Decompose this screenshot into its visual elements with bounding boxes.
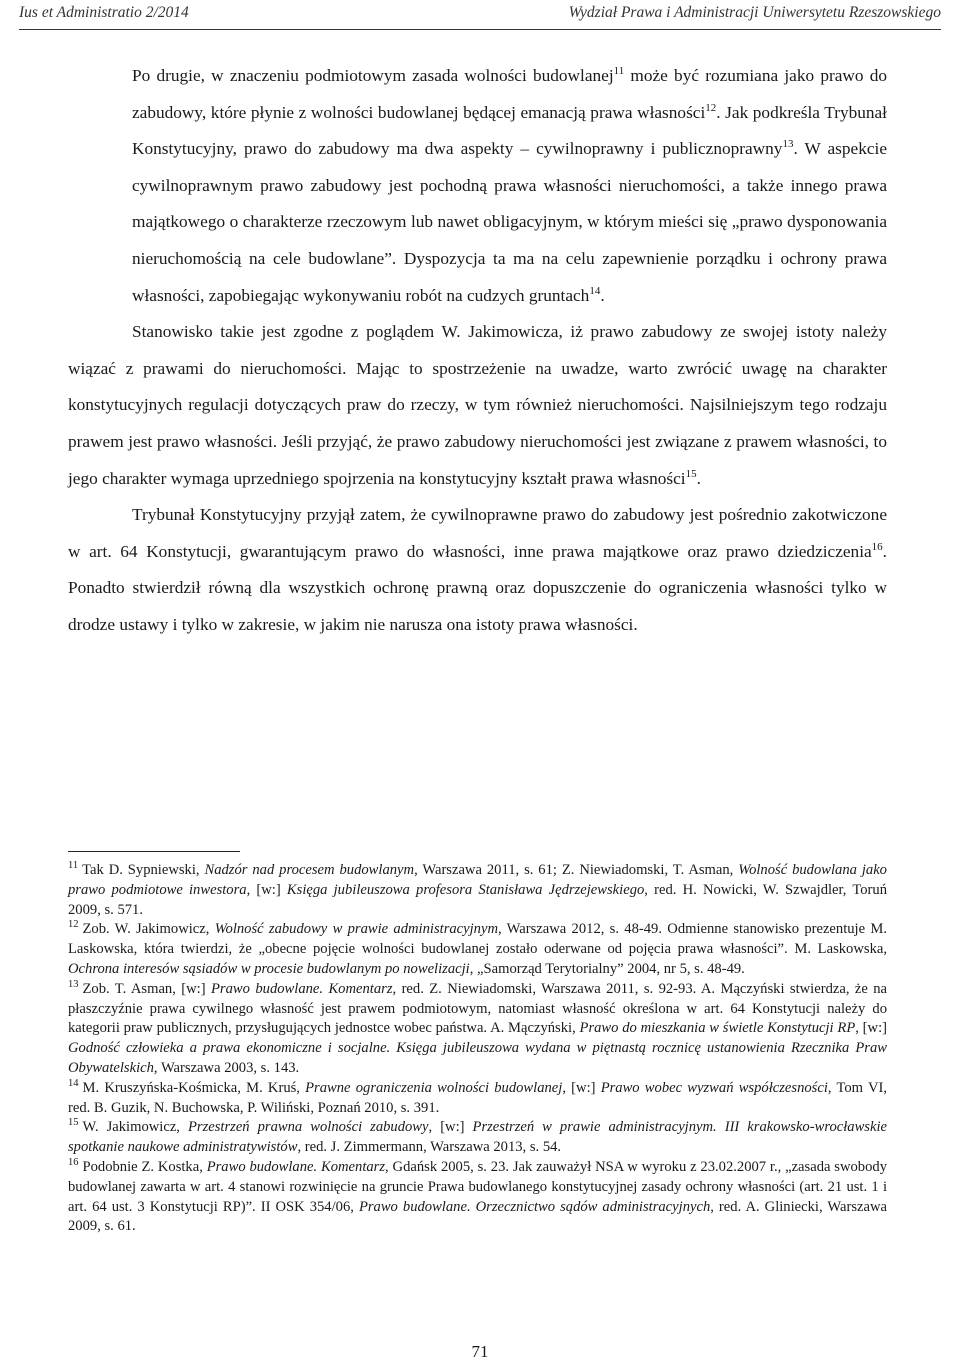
italic-text: Przestrzeń prawna wolności zabudowy (187, 1119, 429, 1136)
footnote-ref: 14 (589, 284, 601, 297)
footnote (68, 1079, 887, 1119)
paragraph (68, 314, 887, 497)
text-run: , Warszawa 2003, s. 143. (153, 1059, 300, 1076)
footnote-number: 13 (68, 978, 79, 990)
main-text (68, 58, 887, 644)
footnote-number: 11 (68, 860, 79, 871)
footnote-ref: 13 (782, 138, 794, 151)
text-run: , Warszawa 2012, s. 48-49. Odmienne stanowisko prezentuje M. Laskowska, która twierdzi, że „obecne pojęcie wolności budowlanej zostało oderwane od pojęcia prawa własności”. M. Laskowska, (68, 921, 887, 958)
text-run: Podobnie Z. Kostka, (82, 1158, 207, 1175)
footnote-separator (68, 851, 240, 852)
paragraph (68, 58, 887, 314)
text-run: , Tom VI, red. B. Guzik, N. Buchowska, P. Wiliński, Poznań 2010, s. 391. (68, 1079, 887, 1116)
footnote (68, 1118, 887, 1158)
italic-text: Prawo budowlane. Orzecznictwo sądów administracyjnych (358, 1198, 711, 1215)
footnote-number: 15 (68, 1117, 79, 1129)
italic-text: Nadzór nad procesem budowlanym (204, 862, 415, 878)
header-rule (19, 29, 941, 30)
paragraph (68, 497, 887, 643)
italic-text: Wolność zabudowy w prawie administracyjnym (214, 921, 498, 938)
footnote-ref: 11 (613, 65, 625, 77)
italic-text: Wolność budowlana jako prawo podmiotowe inwestora (68, 862, 887, 898)
footnote-number: 12 (68, 919, 79, 931)
italic-text: Prawne ograniczenia wolności budowlanej (305, 1079, 563, 1096)
italic-text: Ochrona interesów sąsiadów w procesie budowlanym po nowelizacji (68, 960, 470, 977)
text-run: . (696, 468, 701, 488)
text-run: , red. H. Nowicki, W. Szwajdler, Toruń 2009, s. 571. (68, 881, 888, 918)
text-run: , [w:] (428, 1119, 473, 1136)
text-run: może być rozumiana jako prawo do zabudowy, które płynie z wolności budowlanej będącej emanacją prawa własności (132, 66, 887, 122)
text-run: , red. A. Gliniecki, Warszawa 2009, s. 61. (68, 1198, 887, 1235)
text-run: , „Samorząd Terytorialny” 2004, nr 5, s. 48-49. (469, 960, 745, 977)
footnote-ref: 12 (705, 101, 717, 114)
text-run: . Ponadto stwierdził równą dla wszystkich ochronę prawną oraz dopuszczenie do ograniczenia własności tylko w drodze ustawy i tylko w zakresie, w jakim nie narusza ona istoty prawa własności. (68, 541, 887, 634)
footnote-ref: 16 (871, 540, 883, 553)
footnote (68, 980, 887, 1079)
text-run: M. Kruszyńska-Kośmicka, M. Kruś, (82, 1079, 306, 1096)
italic-text: Przestrzeń w prawie administracyjnym. III krakowsko-wrocławskie spotkanie naukowe administratywistów (68, 1119, 888, 1156)
text-run: , red. J. Zimmermann, Warszawa 2013, s. 54. (297, 1139, 562, 1156)
italic-text: Prawo budowlane. Komentarz (206, 1158, 386, 1175)
text-run: , [w:] (246, 881, 287, 898)
text-run: . Jak podkreśla Trybunał Konstytucyjny, prawo do zabudowy ma dwa aspekty – cywilnoprawny i publicznoprawny (132, 102, 887, 159)
text-run: W. Jakimowicz, (82, 1119, 188, 1136)
text-run: Stanowisko takie jest zgodne z poglądem W. Jakimowicza, iż prawo zabudowy ze swojej istoty należy wiązać z prawami do nieruchomości. Mając to spostrzeżenie na uwadze, warto zwrócić uwagę na charakter konstytucyjnych regulacji dotyczących praw do rzeczy, w tym również nieruchomości. Najsilniejszym tego rodzaju prawem jest prawo własności. Jeśli przyjąć, że prawo zabudowy nieruchomości jest związane z prawem własności, to jego charakter wymaga uprzedniego spojrzenia na konstytucyjny kształt prawa własności (68, 322, 887, 488)
italic-text: Prawo wobec wyzwań współczesności (600, 1079, 828, 1096)
footnote (68, 1158, 887, 1237)
text-run: , [w:] (855, 1020, 887, 1037)
italic-text: Księga jubileuszowa profesora Stanisława Jędrzejewskiego (286, 881, 645, 898)
footnote (68, 920, 887, 979)
text-run: Zob. T. Asman, [w:] (82, 980, 212, 997)
footnote (68, 861, 887, 920)
text-run: , red. Z. Niewiadomski, Warszawa 2011, s. 92-93. A. Mączyński stwierdza, że na płaszczyźnie prawa cywilnego własność jest prawem podmiotowym, natomiast własność określona w art. 64 Konstytucji należy do kategorii praw publicznych, przysługujących jednostce wobec państwa. A. Mączyński, (68, 980, 888, 1037)
text-run: Po drugie, w znaczeniu podmiotowym zasada wolności budowlanej (132, 66, 614, 85)
footnote-number: 16 (68, 1156, 79, 1168)
text-run: Tak D. Sypniewski, (82, 862, 205, 878)
text-run: , Warszawa 2011, s. 61; Z. Niewiadomski, T. Asman, (414, 862, 739, 878)
page-number: 71 (471, 1342, 489, 1361)
text-run: . (600, 285, 605, 305)
italic-text: Prawo do mieszkania w świetle Konstytucji RP (579, 1020, 856, 1037)
footnote-ref: 15 (685, 467, 697, 480)
text-run: Trybunał Konstytucyjny przyjął zatem, że cywilnoprawne prawo do zabudowy jest pośrednio zakotwiczone w art. 64 Konstytucji, gwarantującym prawo do własności, inne prawa majątkowe oraz prawo dziedziczenia (68, 505, 887, 561)
footnotes (68, 861, 887, 1237)
journal-title: Ius et Administratio 2/2014 (19, 4, 189, 21)
running-header (19, 0, 941, 22)
footnote-number: 14 (68, 1077, 79, 1089)
italic-text: Godność człowieka a prawa ekonomiczne i socjalne. Księga jubileuszowa wydana w piętnastą rocznicę ustanowienia Rzecznika Praw Obywatelskich (68, 1040, 887, 1076)
text-run: , Gdańsk 2005, s. 23. Jak zauważył NSA w wyroku z 23.02.2007 r., „zasada swobody budowlanej zawarta w art. 4 stanowi rozwinięcie na gruncie Prawa budowlanego konstytucyjnej zasady ochrony własności (art. 21 ust. 1 i art. 64 ust. 3 Konstytucji RP)”. II OSK 354/06, (68, 1158, 887, 1215)
text-run: Zob. W. Jakimowicz, (82, 921, 215, 938)
faculty-name: Wydział Prawa i Administracji Uniwersytetu Rzeszowskiego (568, 4, 941, 21)
italic-text: Prawo budowlane. Komentarz (211, 980, 393, 997)
text-run: . W aspekcie cywilnoprawnym prawo zabudowy jest pochodną prawa własności nieruchomości, a także innego prawa majątkowego o charakterze rzeczowym lub nawet obligacyjnym, w którym mieści się „prawo dysponowania nieruchomością na cele budowlane”. Dyspozycja ta ma na celu zapewnienie porządku i ochrony prawa własności, zapobiegając wykonywaniu robót na cudzych gruntach (132, 139, 888, 305)
text-run: , [w:] (562, 1079, 601, 1096)
